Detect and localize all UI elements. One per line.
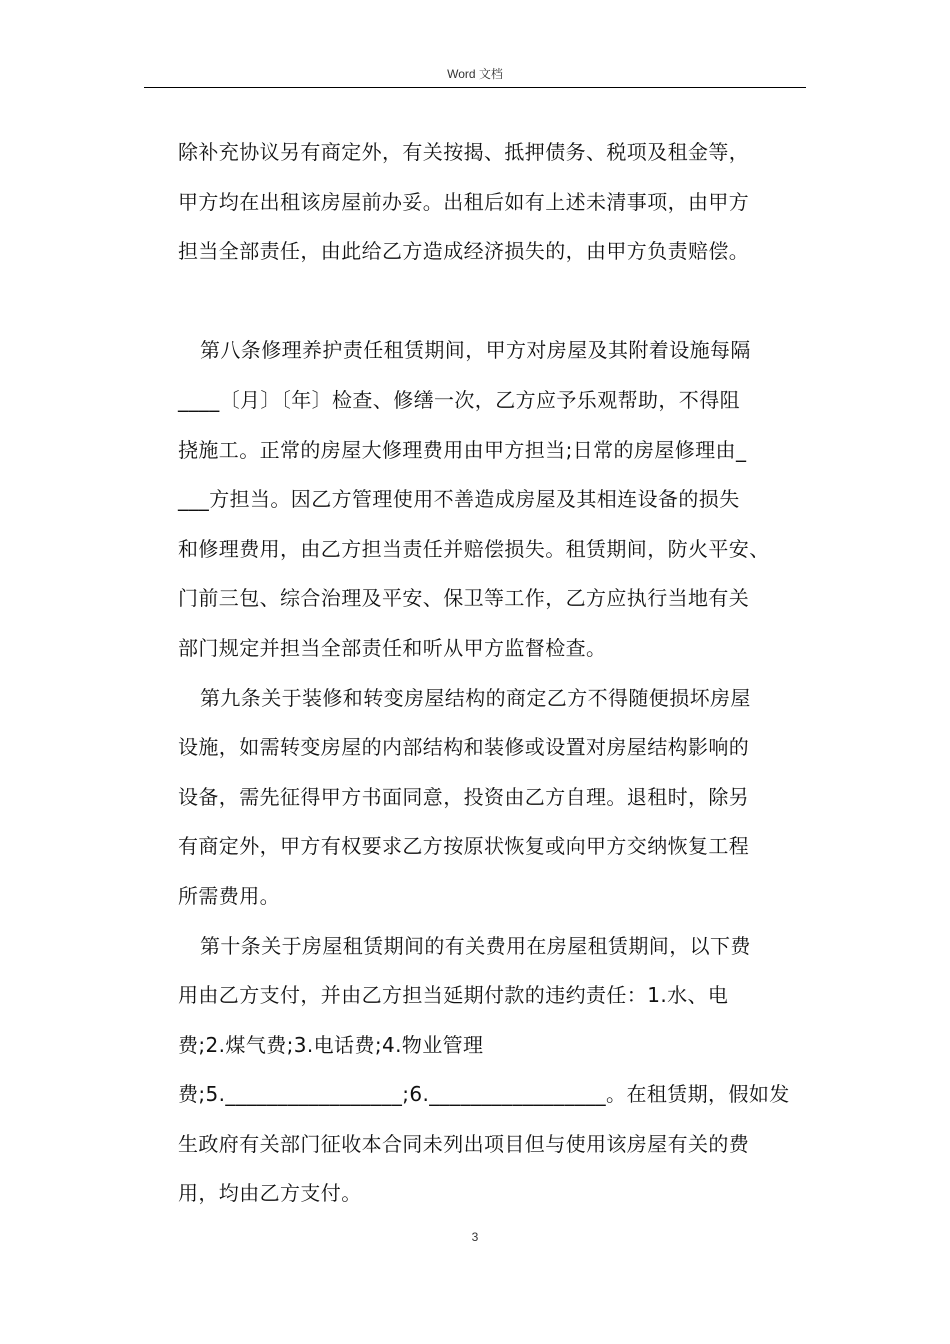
- paragraph-gap: [178, 277, 808, 327]
- text-line: 门前三包、综合治理及平安、保卫等工作，乙方应执行当地有关: [178, 586, 750, 611]
- text-line: ____〔月〕〔年〕检查、修缮一次，乙方应予乐观帮助，不得阻: [178, 387, 740, 412]
- text-line: ___方担当。因乙方管理使用不善造成房屋及其相连设备的损失: [178, 487, 740, 512]
- text-line: 第九条关于装修和转变房屋结构的商定乙方不得随便损坏房屋: [200, 685, 751, 710]
- paragraph-continuation: [178, 128, 808, 277]
- text-line: 用，均由乙方支付。: [178, 1181, 362, 1206]
- text-line: 生政府有关部门征收本合同未列出项目但与使用该房屋有关的费: [178, 1131, 750, 1156]
- paragraph-article-10: [178, 922, 808, 1220]
- document-body: [178, 128, 808, 1219]
- paragraph-article-8: [178, 326, 808, 673]
- paragraph-article-9: [178, 674, 808, 922]
- text-line: 设施，如需转变房屋的内部结构和装修或设置对房屋结构影响的: [178, 735, 750, 760]
- text-line: 费;5._________________;6._________________。在租赁期，假如发: [178, 1082, 790, 1107]
- text-line: 担当全部责任，由此给乙方造成经济损失的，由甲方负责赔偿。: [178, 239, 750, 264]
- text-line: 费;2.煤气费;3.电话费;4.物业管理: [178, 1032, 484, 1057]
- page-number: 3: [471, 1230, 479, 1244]
- text-line: 除补充协议另有商定外，有关按揭、抵押债务、税项及租金等，: [178, 140, 750, 164]
- text-line: 挠施工。正常的房屋大修理费用由甲方担当;日常的房屋修理由_: [178, 437, 747, 462]
- text-line: 用由乙方支付，并由乙方担当延期付款的违约责任：1.水、电: [178, 983, 729, 1008]
- text-line: 设备，需先征得甲方书面同意，投资由乙方自理。退租时，除另: [178, 784, 750, 809]
- text-line: 第十条关于房屋租赁期间的有关费用在房屋租赁期间，以下费: [200, 933, 751, 958]
- page-header: Word 文档: [447, 67, 503, 81]
- text-line: 所需费用。: [178, 883, 280, 908]
- header-divider: [144, 87, 806, 88]
- text-line: 和修理费用，由乙方担当责任并赔偿损失。租赁期间，防火平安、: [178, 536, 770, 561]
- text-line: 有商定外，甲方有权要求乙方按原状恢复或向甲方交纳恢复工程: [178, 834, 750, 859]
- text-line: 甲方均在出租该房屋前办妥。出租后如有上述未清事项，由甲方: [178, 189, 750, 214]
- text-line: 部门规定并担当全部责任和听从甲方监督检查。: [178, 635, 607, 660]
- text-line: 第八条修理养护责任租赁期间，甲方对房屋及其附着设施每隔: [200, 338, 751, 363]
